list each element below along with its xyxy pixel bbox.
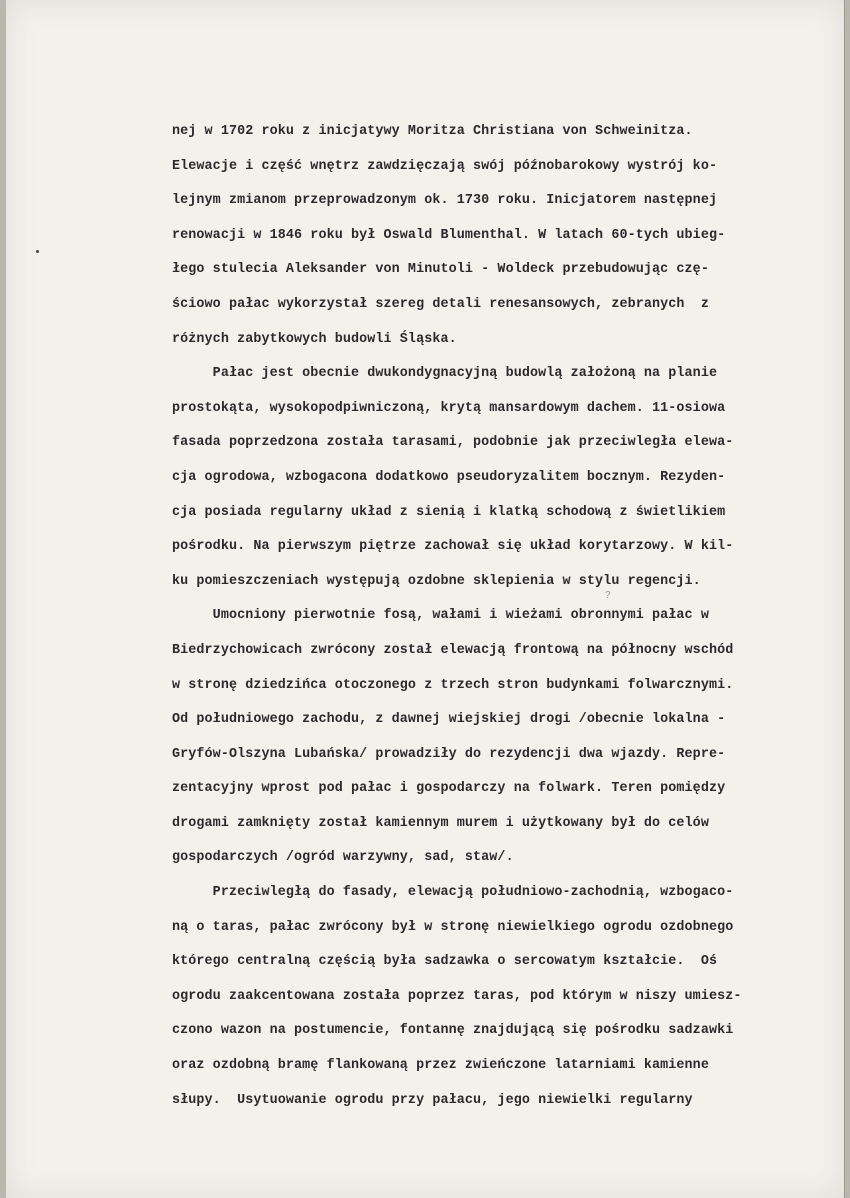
text-line: ogrodu zaakcentowana została poprzez taras, pod którym w niszy umiesz- xyxy=(172,988,742,1004)
text-line: którego centralną częścią była sadzawka o sercowatym kształcie. Oś xyxy=(172,954,718,970)
document-page xyxy=(6,0,845,1198)
text-line: Przeciwległą do fasady, elewacją południowo-zachodnią, wzbogaco- xyxy=(172,885,734,901)
text-line: Biedrzychowicach zwrócony został elewacją frontową na północny wschód xyxy=(172,642,734,658)
text-line: Pałac jest obecnie dwukondygnacyjną budowlą założoną na planie xyxy=(172,366,718,382)
text-line: oraz ozdobną bramę flankowaną przez zwieńczone latarniami kamienne xyxy=(172,1058,709,1074)
text-line: cja posiada regularny układ z sienią i klatką schodową z świetlikiem xyxy=(172,504,726,520)
text-line: Elewacje i część wnętrz zawdzięczają swój późnobarokowy wystrój ko- xyxy=(172,158,718,174)
text-line: zentacyjny wprost pod pałac i gospodarczy na folwark. Teren pomiędzy xyxy=(172,781,726,797)
text-line: renowacji w 1846 roku był Oswald Blumenthal. W latach 60-tych ubieg- xyxy=(172,227,726,243)
text-line: nej w 1702 roku z inicjatywy Moritza Christiana von Schweinitza. xyxy=(172,124,693,139)
typed-text-block xyxy=(172,115,788,1118)
text-line: Umocniony pierwotnie fosą, wałami i wieżami obronnymi pałac w xyxy=(172,608,709,624)
text-line: ściowo pałac wykorzystał szereg detali renesansowych, zebranych z xyxy=(172,296,709,312)
text-line: łego stulecia Aleksander von Minutoli - Woldeck przebudowując czę- xyxy=(172,262,709,278)
margin-dot xyxy=(36,250,39,253)
text-line: w stronę dziedzińca otoczonego z trzech stron budynkami folwarcznymi. xyxy=(172,677,734,693)
text-line: różnych zabytkowych budowli Śląska. xyxy=(172,331,457,347)
text-line: fasada poprzedzona została tarasami, podobnie jak przeciwległa elewa- xyxy=(172,435,734,451)
text-line: czono wazon na postumencie, fontannę znajdującą się pośrodku sadzawki xyxy=(172,1023,734,1039)
text-line: drogami zamknięty został kamiennym murem i użytkowany był do celów xyxy=(172,815,709,831)
text-line: Gryfów-Olszyna Lubańska/ prowadziły do rezydencji dwa wjazdy. Repre- xyxy=(172,746,726,762)
text-line: ną o taras, pałac zwrócony był w stronę niewielkiego ogrodu ozdobnego xyxy=(172,919,734,935)
text-line: prostokąta, wysokopodpiwniczoną, krytą mansardowym dachem. 11-osiowa xyxy=(172,400,726,416)
pencil-mark: ? xyxy=(605,590,611,601)
text-line: Od południowego zachodu, z dawnej wiejskiej drogi /obecnie lokalna - xyxy=(172,712,726,728)
text-line: gospodarczych /ogród warzywny, sad, staw/. xyxy=(172,850,514,866)
text-line: lejnym zmianom przeprowadzonym ok. 1730 roku. Inicjatorem następnej xyxy=(172,193,718,209)
text-line: pośrodku. Na pierwszym piętrze zachował się układ korytarzowy. W kil- xyxy=(172,539,734,555)
text-line: słupy. Usytuowanie ogrodu przy pałacu, jego niewielki regularny xyxy=(172,1092,693,1108)
text-line: ku pomieszczeniach występują ozdobne sklepienia w stylu regencji. xyxy=(172,573,701,589)
text-line: cja ogrodowa, wzbogacona dodatkowo pseudoryzalitem bocznym. Rezyden- xyxy=(172,469,726,485)
